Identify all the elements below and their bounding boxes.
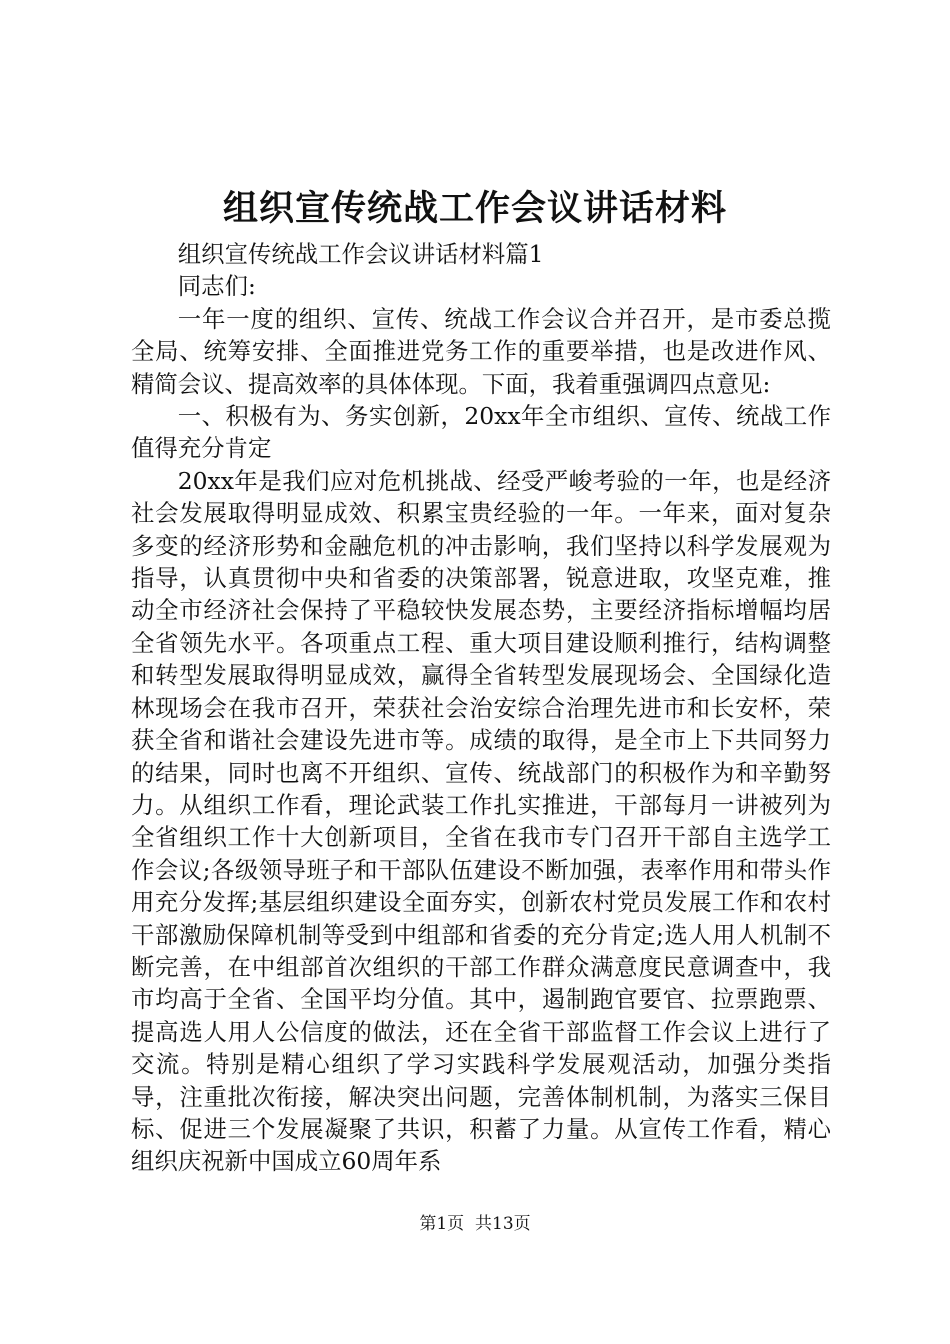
page-number-current: 第1页: [419, 1214, 465, 1234]
document-title: 组织宣传统战工作会议讲话材料: [222, 189, 727, 229]
body-paragraph: 一年一度的组织、宣传、统战工作会议合并召开，是市委总揽全局、统筹安排、全面推进党务工作的重要举措，也是改进作风、精简会议、提高效率的具体体现。下面，我着重强调四点意见:: [131, 304, 831, 398]
page-number-total: 共13页: [475, 1214, 531, 1234]
body-paragraph: 20xx年是我们应对危机挑战、经受严峻考验的一年，也是经济社会发展取得明显成效、积累宝贵经验的一年。一年来，面对复杂多变的经济形势和金融危机的冲击影响，我们坚持以科学发展观为指导，认真贯彻中央和省委的决策部署，锐意进取，攻坚克难，推动全市经济社会保持了平稳较快发展态势，主要经济指标增幅均居全省领先水平。各项重点工程、重大项目建设顺利推行，结构调整和转型发展取得明显成效，赢得全省转型发展现场会、全国绿化造林现场会在我市召开，荣获社会治安综合治理先进市和长安杯，荣获全省和谐社会建设先进市等。成绩的取得，是全市上下共同努力的结果，同时也离不开组织、宣传、统战部门的积极作为和辛勤努力。从组织工作看，理论武装工作扎实推进，干部每月一讲被列为全省组织工作十大创新项目，全省在我市专门召开干部自主选学工作会议;各级领导班子和干部队伍建设不断加强，表率作用和带头作用充分发挥;基层组织建设全面夯实，创新农村党员发展工作和农村干部激励保障机制等受到中组部和省委的充分肯定;选人用人机制不断完善，在中组部首次组织的干部工作群众满意度民意调查中，我市均高于全省、全国平均分值。其中，遏制跑官要官、拉票跑票、提高选人用人公信度的做法，还在全省干部监督工作会议上进行了交流。特别是精心组织了学习实践科学发展观活动，加强分类指导，注重批次衔接，解决突出问题，完善体制机制，为落实三保目标、促进三个发展凝聚了共识，积蓄了力量。从宣传工作看，精心组织庆祝新中国成立60周年系: [131, 466, 831, 1176]
footer-separator: [464, 1214, 475, 1234]
document-body: [131, 238, 831, 1178]
section-heading: 组织宣传统战工作会议讲话材料篇1: [177, 240, 544, 268]
salutation: 同志们:: [177, 272, 256, 301]
page-footer: [0, 1212, 950, 1236]
subsection-heading: 一、积极有为、务实创新，20xx年全市组织、宣传、统战工作值得充分肯定: [131, 402, 831, 463]
